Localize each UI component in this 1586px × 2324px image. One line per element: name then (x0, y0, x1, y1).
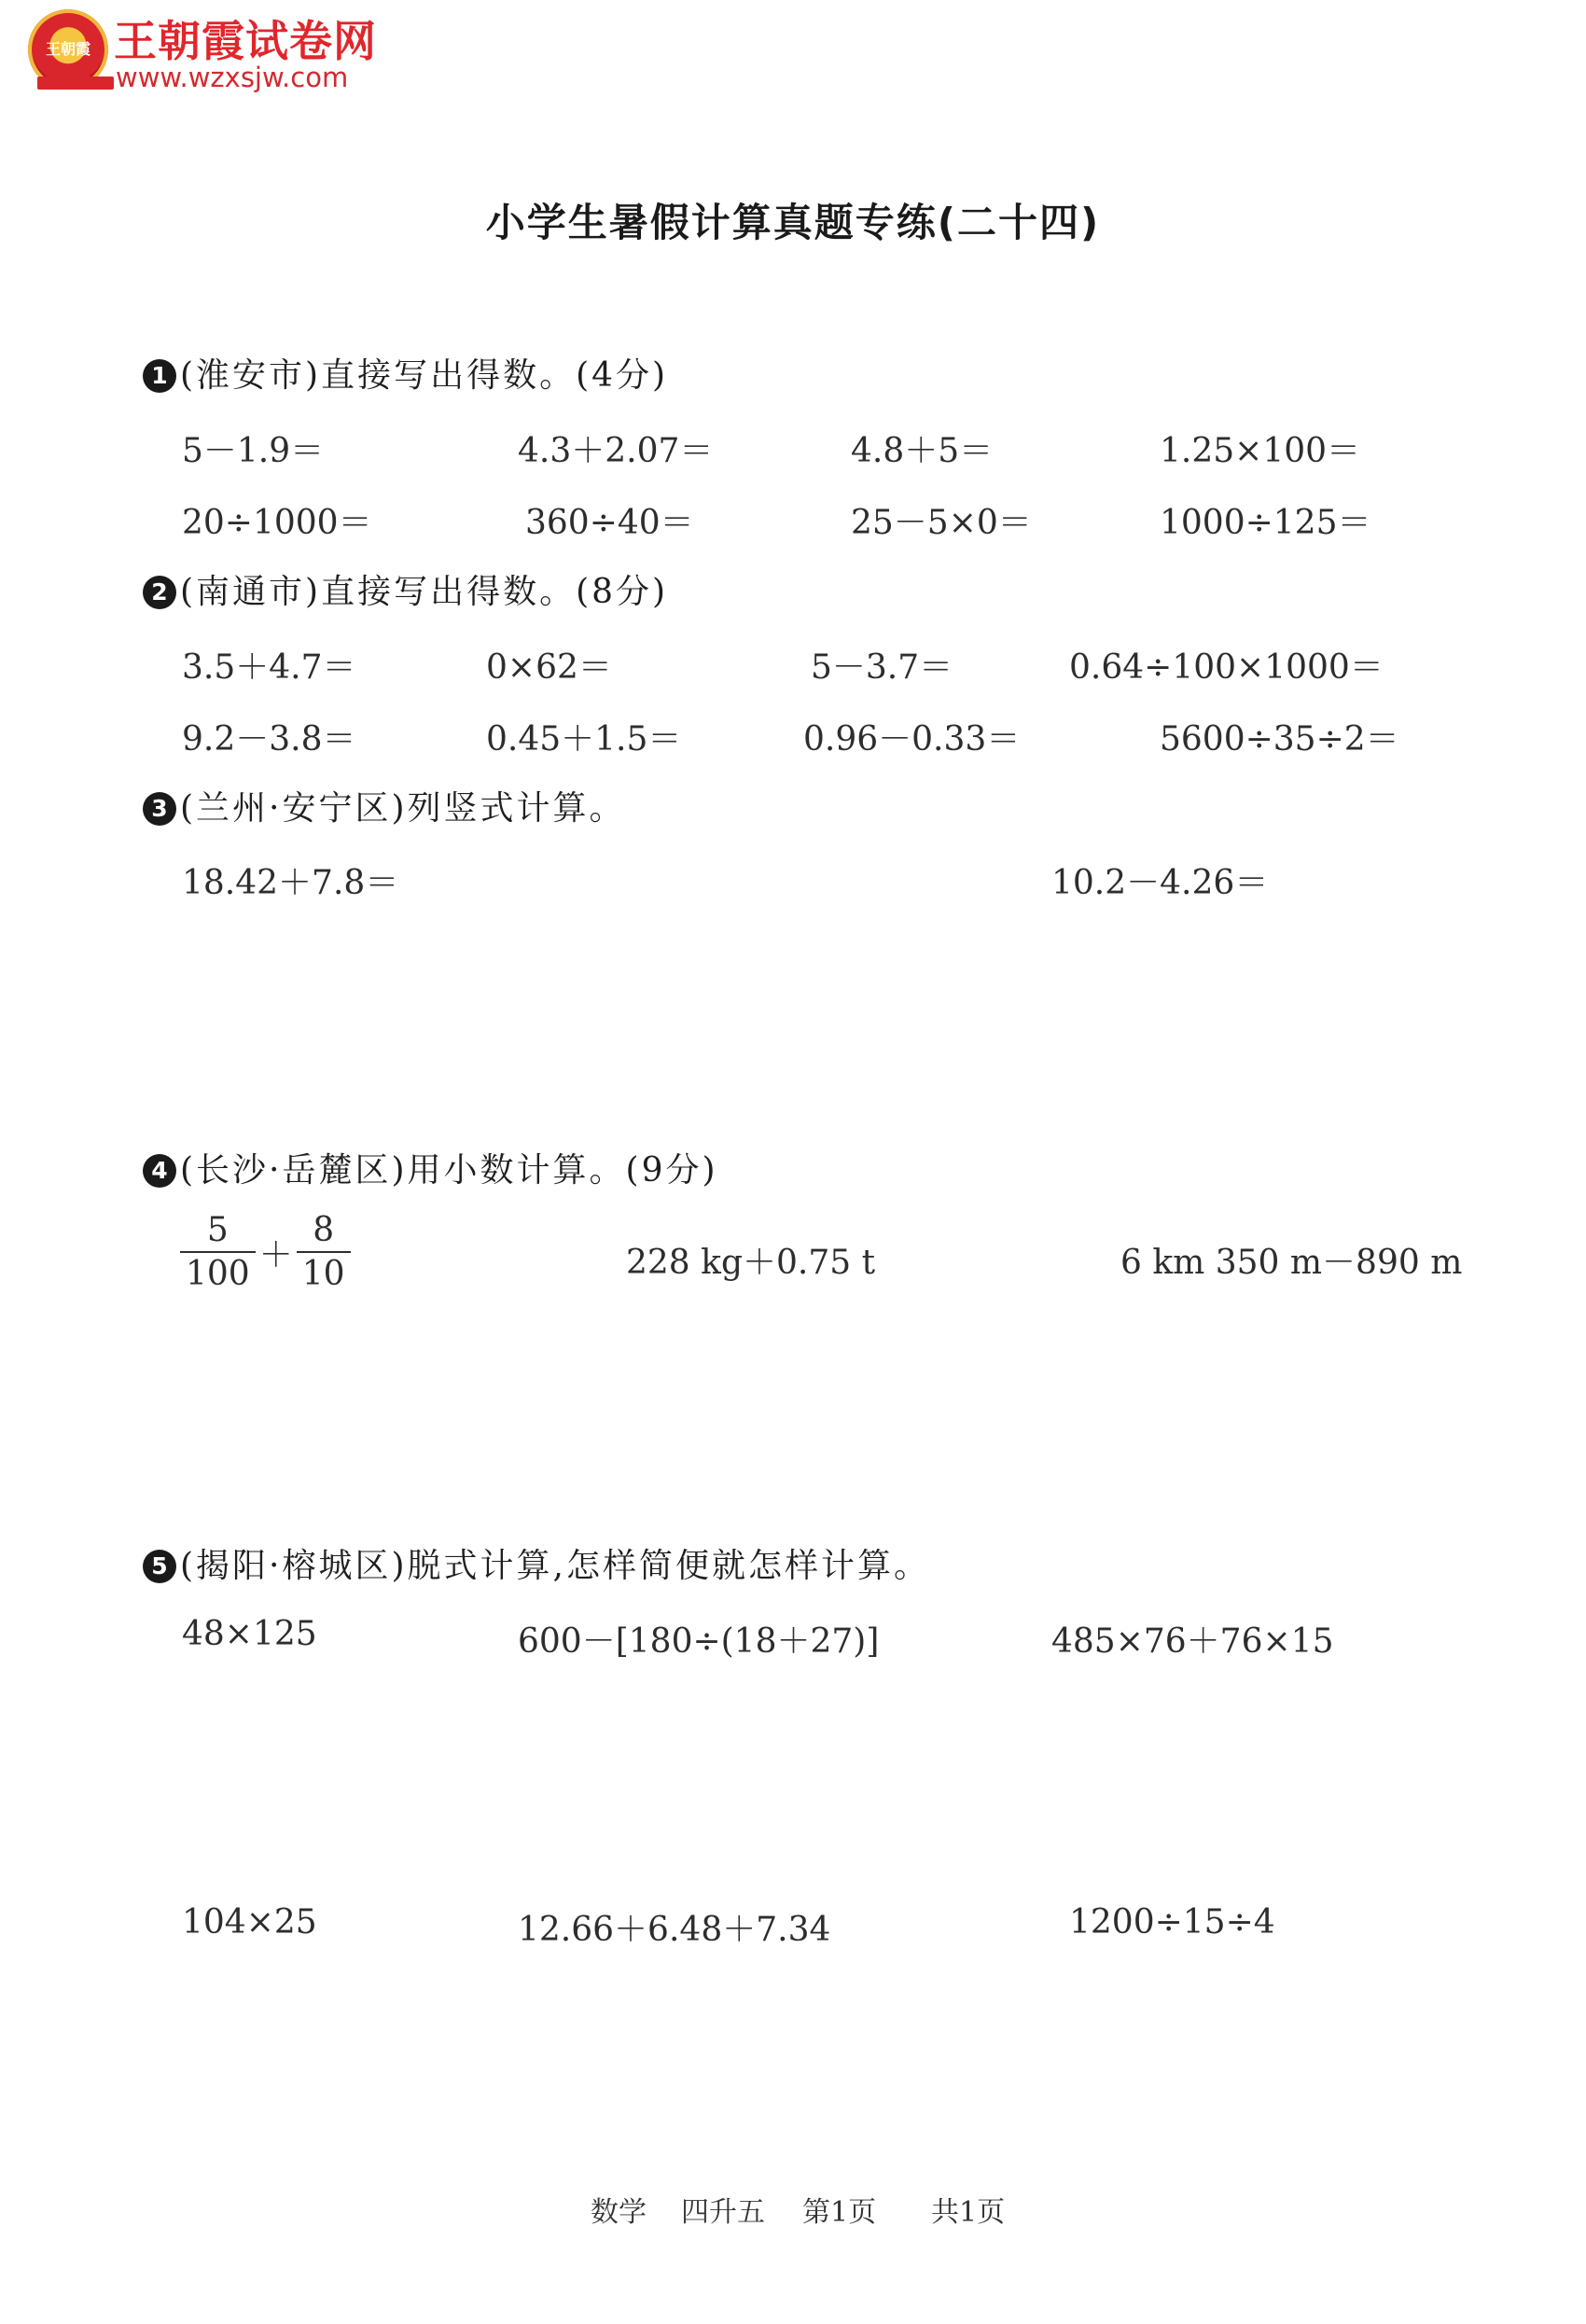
question-4-header (143, 1144, 718, 1191)
page-title: 小学生暑假计算真题专练(二十四) (485, 200, 1101, 245)
footer-grade: 四升五 (681, 2196, 765, 2229)
footer-total: 共1页 (931, 2196, 1006, 2229)
q2-item: 0×62＝ (486, 648, 612, 687)
question-label: (南通市)直接写出得数。(8分) (180, 573, 669, 611)
q2-item: 0.96－0.33＝ (803, 720, 1021, 758)
denominator: 100 (180, 1251, 256, 1293)
footer-page: 第1页 (802, 2196, 877, 2229)
q2-item: 9.2－3.8＝ (182, 720, 356, 758)
question-number: 2 (143, 576, 176, 609)
q1-item: 1000÷125＝ (1160, 504, 1371, 542)
denominator: 10 (297, 1251, 351, 1293)
q1-item: 4.8＋5＝ (851, 432, 994, 470)
question-number: 3 (143, 792, 176, 826)
q2-item: 5－3.7＝ (811, 648, 953, 687)
q4-item: 6 km 350 m－890 m (1120, 1244, 1463, 1282)
q1-item: 1.25×100＝ (1160, 432, 1361, 470)
logo-url: www.wzxsjw.com (116, 62, 349, 93)
q2-item: 3.5＋4.7＝ (182, 648, 356, 687)
question-number: 1 (143, 359, 176, 393)
q3-item: 10.2－4.26＝ (1051, 864, 1269, 902)
q1-item: 5－1.9＝ (182, 432, 325, 470)
q5-item: 12.66＋6.48＋7.34 (518, 1911, 831, 1949)
q4-item: 228 kg＋0.75 t (626, 1244, 876, 1282)
question-5-header (143, 1539, 930, 1587)
q5-item: 48×125 (182, 1615, 317, 1653)
q1-item: 360÷40＝ (525, 504, 694, 542)
fraction (180, 1211, 256, 1293)
question-3-header (143, 782, 626, 829)
question-label: (长沙·岳麓区)用小数计算。(9分) (180, 1151, 718, 1190)
fraction (297, 1211, 351, 1293)
logo-name: 王朝霞试卷网 (114, 16, 377, 66)
question-label: (揭阳·榕城区)脱式计算,怎样简便就怎样计算。 (180, 1547, 930, 1585)
question-label: (兰州·安宁区)列竖式计算。 (180, 789, 626, 828)
question-1-header (143, 349, 668, 397)
q5-item: 600－[180÷(18＋27)] (518, 1622, 880, 1661)
numerator: 8 (313, 1211, 335, 1249)
q1-item: 20÷1000＝ (182, 504, 372, 542)
q2-item: 0.45＋1.5＝ (486, 720, 682, 758)
numerator: 5 (206, 1211, 229, 1249)
question-number: 5 (143, 1550, 176, 1583)
logo-seal-text: 王朝霞 (45, 40, 90, 58)
q2-item: 5600÷35÷2＝ (1160, 720, 1399, 758)
logo-ribbon (37, 77, 114, 90)
question-2-header (143, 565, 668, 613)
q5-item: 485×76＋76×15 (1051, 1622, 1334, 1661)
operator: ＋ (258, 1235, 293, 1274)
question-number: 4 (143, 1154, 176, 1188)
q3-item: 18.42＋7.8＝ (182, 864, 399, 902)
q5-item: 1200÷15÷4 (1069, 1903, 1275, 1941)
question-label: (淮安市)直接写出得数。(4分) (180, 356, 669, 395)
q1-item: 4.3＋2.07＝ (518, 432, 714, 470)
footer-subject: 数学 (591, 2196, 647, 2229)
q5-item: 104×25 (182, 1903, 317, 1941)
q4-fraction-item (180, 1211, 351, 1293)
q1-item: 25－5×0＝ (851, 504, 1032, 542)
q2-item: 0.64÷100×1000＝ (1069, 648, 1384, 687)
